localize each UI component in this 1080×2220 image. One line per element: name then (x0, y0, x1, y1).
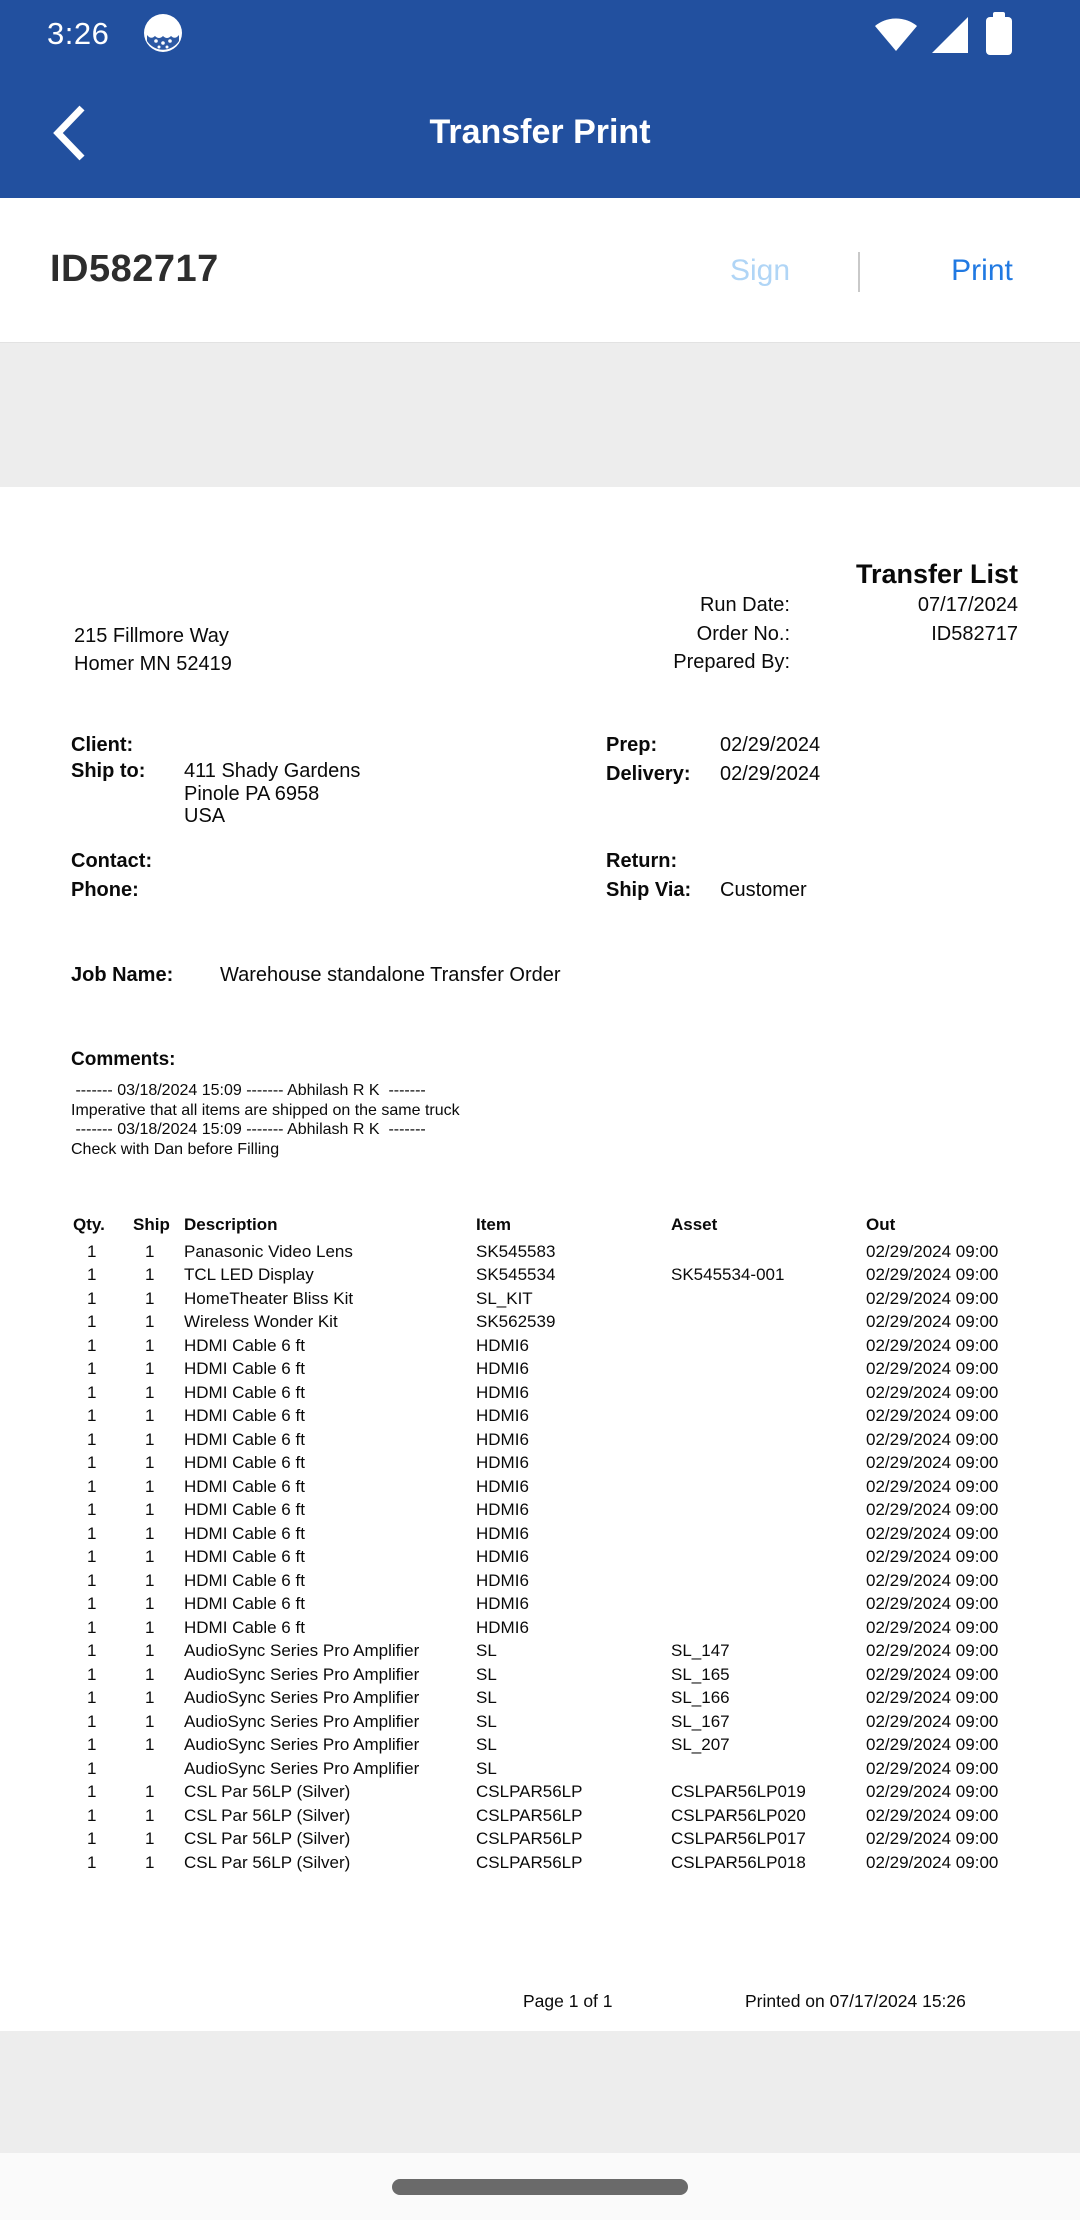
table-cell: 1 (145, 1406, 155, 1425)
table-row (0, 1686, 1080, 1710)
table-cell: 1 (87, 1829, 97, 1848)
table-cell: 1 (145, 1641, 155, 1660)
table-cell (671, 1569, 866, 1593)
table-cell: HDMI Cable 6 ft (184, 1547, 305, 1566)
table-cell: SL (476, 1711, 497, 1731)
comment-line: Check with Dan before Filling (71, 1140, 280, 1158)
table-row (0, 1475, 1080, 1499)
table-row (0, 1663, 1080, 1687)
table-cell: HDMI Cable 6 ft (184, 1500, 305, 1519)
column-header: Item (476, 1215, 511, 1234)
table-cell: 1 (87, 1547, 97, 1566)
sign-button[interactable]: Sign (729, 254, 791, 287)
ship-to-line: USA (184, 805, 226, 827)
table-cell: 1 (87, 1782, 97, 1801)
table-cell: AudioSync Series Pro Amplifier (184, 1641, 420, 1660)
table-cell: CSL Par 56LP (Silver) (184, 1829, 351, 1848)
table-row (0, 1381, 1080, 1405)
table-row (0, 1404, 1080, 1428)
column-header: Asset (671, 1215, 718, 1234)
table-cell: 02/29/2024 09:00 (866, 1265, 999, 1284)
table-cell: 1 (145, 1476, 155, 1496)
table-cell: SL_KIT (476, 1288, 533, 1308)
table-cell: 02/29/2024 09:00 (866, 1688, 999, 1707)
table-cell: 02/29/2024 09:00 (866, 1782, 999, 1801)
table-cell: 1 (87, 1382, 97, 1402)
table-cell: 1 (145, 1288, 155, 1308)
table-row (0, 1287, 1080, 1311)
prepared-by-value (790, 648, 1018, 677)
table-cell: CSL Par 56LP (Silver) (184, 1852, 351, 1872)
table-cell: 02/29/2024 09:00 (866, 1711, 999, 1731)
table-cell (671, 1616, 866, 1640)
table-cell: 1 (87, 1641, 97, 1660)
table-cell: AudioSync Series Pro Amplifier (184, 1688, 420, 1707)
table-cell: Panasonic Video Lens (184, 1241, 353, 1261)
run-date-label: Run Date: (699, 594, 790, 616)
table-cell: CSLPAR56LP (476, 1805, 583, 1825)
comment-line: ------- 03/18/2024 15:09 ------- Abhilash R K ------- (71, 1082, 426, 1099)
table-cell: 1 (87, 1335, 97, 1355)
table-cell: 1 (87, 1617, 97, 1637)
table-cell: 1 (145, 1570, 155, 1590)
run-date-row (518, 591, 1018, 620)
table-cell: 02/29/2024 09:00 (866, 1758, 999, 1778)
table-cell: 1 (145, 1664, 155, 1684)
table-row (0, 1804, 1080, 1828)
table-cell: HDMI Cable 6 ft (184, 1359, 305, 1378)
table-cell: 02/29/2024 09:00 (866, 1829, 999, 1848)
prep-value: 02/29/2024 (720, 734, 821, 756)
column-header: Qty. (73, 1215, 105, 1234)
app-header (0, 0, 1080, 198)
table-cell: HDMI6 (476, 1406, 529, 1425)
run-date-value: 07/17/2024 (917, 594, 1018, 616)
table-cell: 02/29/2024 09:00 (866, 1735, 999, 1754)
document-gap-bottom (0, 2031, 1080, 2153)
table-cell: 1 (87, 1594, 97, 1613)
table-cell (671, 1240, 866, 1264)
table-row (0, 1310, 1080, 1334)
items-table-body (0, 1240, 1080, 1875)
table-row (0, 1616, 1080, 1640)
table-cell: HDMI Cable 6 ft (184, 1617, 305, 1637)
table-cell: CSL Par 56LP (Silver) (184, 1782, 351, 1801)
table-row (0, 1569, 1080, 1593)
table-cell: HDMI6 (476, 1547, 529, 1566)
table-cell: 1 (87, 1359, 97, 1378)
column-header: Description (184, 1215, 278, 1234)
return-label: Return: (606, 850, 678, 872)
table-row (0, 1780, 1080, 1804)
table-row (0, 1851, 1080, 1875)
table-cell: HDMI6 (476, 1335, 529, 1355)
document-meta (518, 557, 1018, 677)
table-cell: HDMI Cable 6 ft (184, 1406, 305, 1425)
table-row (0, 1498, 1080, 1522)
table-cell: 1 (145, 1335, 155, 1355)
ship-to-line: Pinole PA 6958 (184, 782, 320, 805)
table-cell: 02/29/2024 09:00 (866, 1547, 999, 1566)
wifi-icon (872, 15, 920, 53)
table-cell: AudioSync Series Pro Amplifier (184, 1735, 420, 1754)
table-cell: AudioSync Series Pro Amplifier (184, 1711, 420, 1731)
table-cell: HDMI Cable 6 ft (184, 1335, 305, 1355)
table-cell: CSLPAR56LP019 (671, 1782, 806, 1801)
table-cell: SL (476, 1758, 497, 1778)
table-cell: 1 (87, 1476, 97, 1496)
table-cell: SL (476, 1688, 497, 1707)
table-cell: 1 (145, 1805, 155, 1825)
table-cell (671, 1757, 866, 1781)
table-cell: 1 (145, 1429, 155, 1449)
prepared-by-label: Prepared By: (673, 651, 790, 673)
table-row (0, 1827, 1080, 1851)
table-cell (671, 1334, 866, 1358)
table-cell: CSLPAR56LP020 (671, 1805, 806, 1825)
ship-to-label: Ship to: (71, 760, 146, 782)
table-cell: 1 (87, 1758, 97, 1778)
print-button[interactable]: Print (951, 254, 1013, 287)
table-cell: 1 (87, 1852, 97, 1872)
contact-label: Contact: (71, 850, 153, 872)
table-cell: 1 (87, 1241, 97, 1261)
table-cell: 1 (87, 1805, 97, 1825)
table-cell: 02/29/2024 09:00 (866, 1453, 999, 1472)
table-cell: HDMI6 (476, 1523, 529, 1543)
table-cell (671, 1475, 866, 1499)
table-cell: 1 (87, 1265, 97, 1284)
table-cell: HDMI Cable 6 ft (184, 1476, 305, 1496)
ship-to-lines (184, 760, 360, 828)
comments-label: Comments: (71, 1049, 176, 1070)
table-cell (133, 1757, 184, 1781)
table-cell: 02/29/2024 09:00 (866, 1312, 999, 1331)
table-cell: CSLPAR56LP (476, 1782, 583, 1801)
prep-delivery-block (606, 731, 820, 789)
table-cell: 02/29/2024 09:00 (866, 1359, 999, 1378)
table-row (0, 1263, 1080, 1287)
table-cell: 1 (87, 1288, 97, 1308)
table-cell (671, 1498, 866, 1522)
address-line: 215 Fillmore Way (74, 625, 229, 647)
status-time: 3:26 (47, 16, 110, 51)
table-cell (671, 1381, 866, 1405)
company-address (74, 623, 232, 678)
table-cell (671, 1451, 866, 1475)
table-cell: SL (476, 1664, 497, 1684)
table-cell: 1 (145, 1547, 155, 1566)
table-cell: 1 (145, 1500, 155, 1519)
table-cell: SK545534-001 (671, 1265, 785, 1284)
table-cell: 02/29/2024 09:00 (866, 1523, 999, 1543)
table-cell: SL_165 (671, 1664, 730, 1684)
table-row (0, 1240, 1080, 1264)
table-cell: SK545583 (476, 1241, 556, 1261)
ship-to-line: 411 Shady Gardens (184, 760, 361, 782)
table-cell: 02/29/2024 09:00 (866, 1852, 999, 1872)
table-cell: 1 (87, 1735, 97, 1754)
table-cell: CSLPAR56LP018 (671, 1852, 806, 1872)
table-cell: 1 (87, 1688, 97, 1707)
document-gap-top (0, 342, 1080, 488)
table-cell: CSLPAR56LP (476, 1829, 583, 1848)
ship-via-label: Ship Via: (606, 879, 692, 901)
table-cell (671, 1310, 866, 1334)
table-cell: HDMI6 (476, 1382, 529, 1402)
comment-line: Imperative that all items are shipped on the same truck (71, 1101, 460, 1119)
items-table (0, 1213, 1080, 1874)
table-cell: HDMI6 (476, 1476, 529, 1496)
prepared-by-row (518, 648, 1018, 677)
battery-icon (986, 12, 1012, 56)
table-cell: CSLPAR56LP017 (671, 1829, 806, 1848)
table-cell: 1 (145, 1852, 155, 1872)
table-cell (671, 1357, 866, 1381)
table-cell: HDMI6 (476, 1359, 529, 1378)
contact-phone-block (71, 847, 152, 905)
table-cell: HDMI6 (476, 1429, 529, 1449)
table-cell (671, 1404, 866, 1428)
address-line: Homer MN 52419 (74, 652, 232, 675)
table-cell: HDMI6 (476, 1500, 529, 1519)
table-row (0, 1357, 1080, 1381)
table-cell: 1 (145, 1688, 155, 1707)
table-cell: 02/29/2024 09:00 (866, 1570, 999, 1590)
page-title: Transfer Print (429, 113, 651, 151)
table-cell: SK545534 (476, 1265, 556, 1284)
comment-line: ------- 03/18/2024 15:09 ------- Abhilash R K ------- (71, 1121, 426, 1138)
table-cell: 02/29/2024 09:00 (866, 1335, 999, 1355)
table-cell: 1 (145, 1594, 155, 1613)
table-cell: 02/29/2024 09:00 (866, 1594, 999, 1613)
table-row (0, 1710, 1080, 1734)
home-indicator[interactable] (392, 2179, 688, 2195)
document-preview (0, 487, 1080, 2031)
table-cell: 1 (87, 1500, 97, 1519)
table-cell (671, 1287, 866, 1311)
table-cell: 1 (87, 1711, 97, 1731)
table-cell: 1 (145, 1265, 155, 1284)
table-cell: 1 (87, 1312, 97, 1331)
table-cell: HDMI Cable 6 ft (184, 1429, 305, 1449)
table-row (0, 1545, 1080, 1569)
ship-via-value: Customer (720, 879, 807, 901)
column-header: Ship (133, 1215, 170, 1234)
table-row (0, 1428, 1080, 1452)
table-cell: SL_166 (671, 1688, 730, 1707)
table-cell: 02/29/2024 09:00 (866, 1288, 999, 1308)
job-name-row (71, 964, 561, 987)
table-cell: 1 (145, 1782, 155, 1801)
table-cell: SL_147 (671, 1641, 730, 1660)
table-cell: TCL LED Display (184, 1265, 314, 1284)
table-cell: 02/29/2024 09:00 (866, 1476, 999, 1496)
table-cell: SL_167 (671, 1711, 730, 1731)
table-cell: 1 (87, 1406, 97, 1425)
table-cell: 02/29/2024 09:00 (866, 1641, 999, 1660)
table-row (0, 1757, 1080, 1781)
table-cell: 1 (87, 1523, 97, 1543)
table-cell: HDMI6 (476, 1617, 529, 1637)
prep-label: Prep: (606, 734, 658, 756)
table-cell: AudioSync Series Pro Amplifier (184, 1664, 420, 1684)
table-cell: 1 (145, 1829, 155, 1848)
table-cell: HDMI Cable 6 ft (184, 1594, 305, 1613)
table-cell: 02/29/2024 09:00 (866, 1664, 999, 1684)
action-divider (858, 252, 860, 292)
table-cell: 1 (145, 1711, 155, 1731)
order-action-bar (0, 198, 1080, 342)
notification-icon (143, 13, 183, 53)
table-cell: 1 (145, 1735, 155, 1754)
table-cell: 1 (87, 1429, 97, 1449)
table-cell: HDMI Cable 6 ft (184, 1570, 305, 1590)
table-cell: 1 (145, 1523, 155, 1543)
client-label: Client: (71, 734, 134, 756)
phone-label: Phone: (71, 879, 139, 901)
table-cell: HDMI6 (476, 1570, 529, 1590)
printed-timestamp: Printed on 07/17/2024 15:26 (745, 1991, 966, 2011)
table-cell: HDMI Cable 6 ft (184, 1523, 305, 1543)
table-cell: 1 (87, 1570, 97, 1590)
table-cell: 1 (145, 1617, 155, 1637)
table-cell (671, 1522, 866, 1546)
order-no-label: Order No.: (696, 622, 790, 645)
table-cell: 02/29/2024 09:00 (866, 1500, 999, 1519)
table-cell: SK562539 (476, 1312, 556, 1331)
table-cell: 02/29/2024 09:00 (866, 1617, 999, 1637)
table-cell: HomeTheater Bliss Kit (184, 1288, 354, 1308)
page-number: Page 1 of 1 (523, 1991, 613, 2011)
comments-block (71, 1049, 460, 1159)
table-cell: 02/29/2024 09:00 (866, 1429, 999, 1449)
table-cell: SL_207 (671, 1735, 730, 1754)
return-shipvia-block (606, 847, 807, 905)
document-title: Transfer List (855, 559, 1018, 589)
client-ship-block (71, 731, 360, 828)
table-cell: AudioSync Series Pro Amplifier (184, 1758, 420, 1778)
table-cell: SL (476, 1735, 497, 1754)
table-cell: 02/29/2024 09:00 (866, 1382, 999, 1402)
table-row (0, 1522, 1080, 1546)
comments-lines (71, 1081, 460, 1159)
table-cell: 02/29/2024 09:00 (866, 1241, 999, 1261)
table-cell: Wireless Wonder Kit (184, 1312, 338, 1331)
table-cell: HDMI6 (476, 1453, 529, 1472)
table-cell: 1 (145, 1359, 155, 1378)
table-row (0, 1592, 1080, 1616)
table-cell: 1 (145, 1312, 155, 1331)
table-row (0, 1639, 1080, 1663)
table-cell: 1 (145, 1241, 155, 1261)
delivery-label: Delivery: (606, 763, 691, 785)
table-row (0, 1733, 1080, 1757)
table-cell (671, 1592, 866, 1616)
table-cell: HDMI Cable 6 ft (184, 1453, 305, 1472)
table-row (0, 1334, 1080, 1358)
items-table-header (0, 1213, 1080, 1237)
table-cell: HDMI Cable 6 ft (184, 1382, 305, 1402)
table-cell: 02/29/2024 09:00 (866, 1805, 999, 1825)
table-cell: SL (476, 1641, 497, 1660)
order-no-row (518, 620, 1018, 649)
table-cell: CSL Par 56LP (Silver) (184, 1805, 351, 1825)
cellular-signal-icon (930, 15, 970, 53)
job-name-value: Warehouse standalone Transfer Order (220, 964, 561, 986)
table-cell: 1 (87, 1664, 97, 1684)
table-row (0, 1451, 1080, 1475)
table-cell (671, 1545, 866, 1569)
order-id: ID582717 (50, 248, 219, 290)
order-no-value: ID582717 (931, 622, 1018, 645)
table-cell: CSLPAR56LP (476, 1852, 583, 1872)
column-header: Out (866, 1215, 896, 1234)
table-cell: 1 (145, 1453, 155, 1472)
table-cell: 02/29/2024 09:00 (866, 1406, 999, 1425)
table-cell: HDMI6 (476, 1594, 529, 1613)
table-cell: 1 (87, 1453, 97, 1472)
table-cell (671, 1428, 866, 1452)
delivery-value: 02/29/2024 (720, 763, 821, 785)
table-cell: 1 (145, 1382, 155, 1402)
job-name-label: Job Name: (71, 964, 174, 986)
